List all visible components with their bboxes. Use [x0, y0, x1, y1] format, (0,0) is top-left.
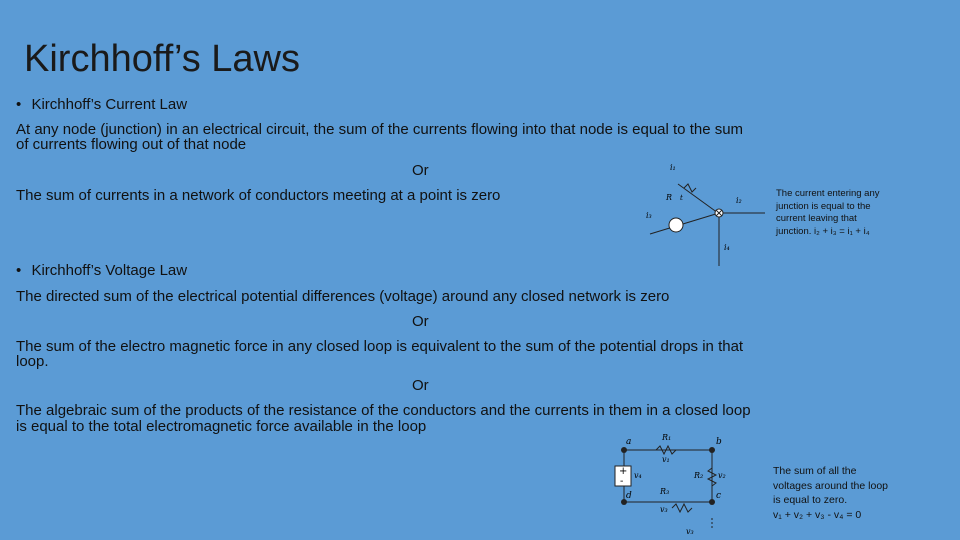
kcl-note-line: junction. i₂ + i₃ = i₁ + i₄ — [776, 225, 870, 237]
label-i3: i₃ — [646, 211, 652, 220]
kvl-definition: The directed sum of the electrical potential differences (voltage) around any closed network is zero — [16, 288, 670, 305]
kcl-heading-row — [16, 97, 187, 113]
label-a: a — [626, 437, 632, 447]
kcl-junction-diagram — [640, 158, 765, 268]
kvl-alt2-2: is equal to the total electromagnetic force available in the loop — [16, 418, 427, 435]
kvl-alt1-2: loop. — [16, 353, 49, 370]
resistor-zigzag — [684, 184, 696, 192]
kvl-note — [773, 464, 888, 522]
label-minus: - — [620, 476, 624, 487]
label-i1: i₁ — [670, 163, 676, 172]
source-circle — [669, 218, 683, 232]
kvl-loop-diagram — [612, 428, 742, 540]
kcl-alt: The sum of currents in a network of conductors meeting at a point is zero — [16, 187, 501, 204]
label-v3-top: R₃ — [660, 487, 670, 496]
label-t: t — [680, 194, 683, 202]
kcl-note-line: current leaving that — [776, 213, 857, 224]
node-c — [709, 499, 715, 505]
bullet: • — [16, 262, 22, 279]
label-b: b — [716, 437, 722, 447]
kvl-note-line: v₁ + v₂ + v₃ - v₄ = 0 — [773, 508, 862, 521]
kcl-or: Or — [412, 162, 429, 179]
label-c: c — [716, 491, 722, 501]
label-plus: + — [619, 466, 628, 477]
label-r: R — [666, 193, 673, 202]
kvl-heading-row — [16, 263, 187, 279]
label-d: d — [626, 491, 632, 501]
kcl-definition-2: of currents flowing out of that node — [16, 136, 247, 153]
resistor-r3 — [672, 504, 692, 512]
label-i2: i₂ — [736, 196, 742, 205]
kvl-or-2: Or — [412, 377, 429, 394]
bullet: • — [16, 96, 22, 113]
kcl-note — [776, 188, 880, 238]
kcl-definition-1: At any node (junction) in an electrical circuit, the sum of the currents flowing into that node is equal to the sum — [16, 121, 744, 138]
wire — [678, 184, 718, 213]
kvl-alt2-1: The algebraic sum of the products of the resistance of the conductors and the currents in them in a closed loop — [16, 402, 751, 419]
label-r2: R₂ — [694, 471, 704, 480]
label-v1: v₁ — [662, 455, 670, 464]
slide-title: Kirchhoff’s Laws — [24, 38, 300, 80]
kcl-note-line: The current entering any — [776, 188, 880, 199]
kvl-or-1: Or — [412, 313, 429, 330]
kvl-note-line: The sum of all the — [773, 465, 857, 477]
label-v3: v₃ — [686, 527, 694, 536]
kvl-note-line: is equal to zero. — [773, 494, 848, 506]
label-v2: v₂ — [718, 471, 726, 480]
kcl-note-line: junction is equal to the — [776, 200, 871, 212]
wire — [650, 213, 719, 234]
kvl-alt1-1: The sum of the electro magnetic force in any closed loop is equivalent to the sum of the potential drops in that — [16, 338, 744, 355]
node-a — [621, 447, 627, 453]
kcl-heading: Kirchhoff’s Current Law — [31, 96, 188, 113]
node-b — [709, 447, 715, 453]
label-r1: R₁ — [662, 433, 672, 442]
kvl-heading: Kirchhoff’s Voltage Law — [31, 262, 188, 279]
label-v4: v₄ — [634, 471, 642, 480]
label-i4: i₄ — [724, 243, 730, 252]
kvl-note-line: voltages around the loop — [773, 479, 889, 492]
label-v3-mid: v₃ — [660, 505, 668, 514]
